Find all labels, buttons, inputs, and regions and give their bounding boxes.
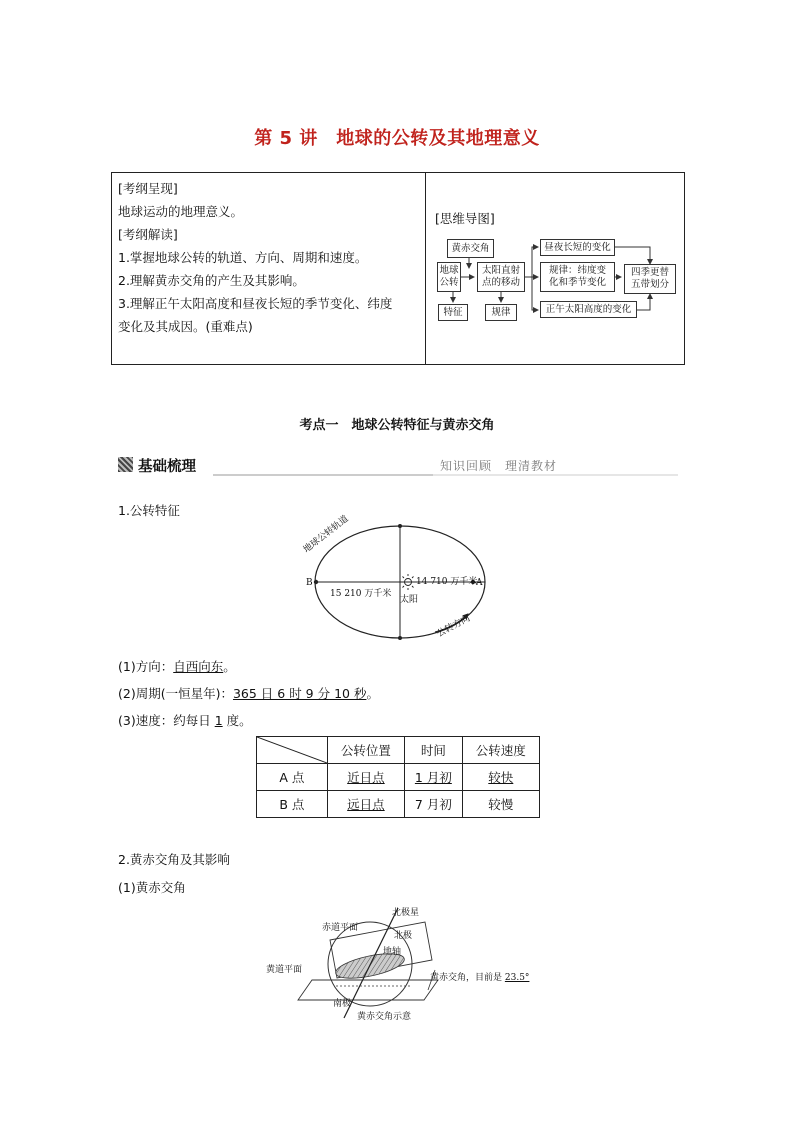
figure-caption: 黄赤交角示意 <box>357 1012 412 1022</box>
table-header: 公转位置 <box>327 737 404 764</box>
heading-huangchi: 2.黄赤交角及其影响 <box>118 852 230 867</box>
node-huangchi: 黄赤交角 <box>447 239 494 258</box>
table-cell: 7 月初 <box>405 791 463 818</box>
node-guilv-small: 规律 <box>485 304 517 321</box>
table-cell <box>462 764 539 791</box>
speed-line <box>118 711 252 729</box>
speed-suffix: 度。 <box>222 713 252 728</box>
chidao-label: 赤道平面 <box>322 923 359 933</box>
table-corner-cell <box>257 737 328 764</box>
jichu-title: 基础梳理 <box>138 459 196 475</box>
outline-box <box>111 172 685 365</box>
outline-line: 3.理解正午太阳高度和昼夜长短的季节变化、纬度 <box>118 296 393 311</box>
node-zhouye: 昼夜长短的变化 <box>540 239 615 256</box>
direction-suffix: 。 <box>223 659 236 674</box>
outline-line: 2.理解黄赤交角的产生及其影响。 <box>118 273 305 288</box>
distance-far: 15 210 万千米 <box>330 589 392 599</box>
page-title: 第 5 讲 地球的公转及其地理意义 <box>254 128 540 149</box>
jichu-bar <box>118 455 678 477</box>
angle-text: 黄赤交角，目前是 <box>430 973 505 983</box>
speed-table <box>256 736 540 818</box>
node-taiyang-zhishe: 太阳直射 点的移动 <box>477 262 525 292</box>
table-header: 时间 <box>405 737 463 764</box>
speed-value: 1 <box>214 713 223 728</box>
period-line <box>118 684 379 702</box>
table-row <box>257 791 540 818</box>
cell-value: 1 月初 <box>414 770 452 785</box>
angle-value: 23.5° <box>504 973 530 983</box>
point-b-label: B <box>306 578 313 588</box>
heading-gongzhuan: 1.公转特征 <box>118 503 180 518</box>
point-a-label: A <box>476 578 483 588</box>
outline-line: [考纲呈现] <box>118 181 178 196</box>
node-tezheng: 特征 <box>438 304 468 321</box>
table-cell <box>405 764 463 791</box>
cell-value: 较快 <box>488 770 514 785</box>
table-cell: A 点 <box>257 764 328 791</box>
node-zhengwu: 正午太阳高度的变化 <box>540 301 637 318</box>
table-header: 公转速度 <box>462 737 539 764</box>
beiji-label: 北极 <box>394 931 413 941</box>
section-title: 考点一 地球公转特征与黄赤交角 <box>299 418 495 433</box>
diagonal-line <box>257 737 327 763</box>
mindmap-label: [思维导图] <box>435 211 495 226</box>
table-row <box>257 764 540 791</box>
speed-prefix: (3)速度：约每日 <box>118 713 215 728</box>
table-cell: B 点 <box>257 791 328 818</box>
period-prefix: (2)周期(一恒星年)： <box>118 686 233 701</box>
sun-label: 太阳 <box>400 595 419 605</box>
huangdao-label: 黄道平面 <box>266 965 303 975</box>
cell-value: 近日点 <box>347 770 385 785</box>
table-header-row <box>257 737 540 764</box>
table-cell <box>327 791 404 818</box>
cell-value: 远日点 <box>347 797 385 812</box>
direction-label: 公转方向 <box>435 613 472 640</box>
direction-line <box>118 657 236 675</box>
angle-label <box>430 970 529 983</box>
jichu-subtitle: 知识回顾 理清教材 <box>440 459 558 473</box>
direction-prefix: (1)方向： <box>118 659 174 674</box>
table-cell: 较慢 <box>462 791 539 818</box>
table-cell <box>327 764 404 791</box>
outline-line: 变化及其成因。(重难点) <box>118 319 253 334</box>
nanji-label: 南极 <box>333 999 352 1009</box>
distance-near: 14 710 万千米 <box>416 577 478 587</box>
node-guilv: 规律：纬度变 化和季节变化 <box>540 262 615 292</box>
subheading-huangchi: (1)黄赤交角 <box>118 880 186 895</box>
orbit-label: 地球公转轨道 <box>301 514 351 556</box>
north-star-label: 北极星 <box>392 908 420 918</box>
node-siji: 四季更替 五带划分 <box>624 264 676 294</box>
outline-line: [考纲解读] <box>118 227 178 242</box>
direction-value: 自西向东 <box>173 659 224 674</box>
outline-line: 1.掌握地球公转的轨道、方向、周期和速度。 <box>118 250 368 265</box>
period-suffix: 。 <box>366 686 379 701</box>
node-diqiu-gongzhuan: 地球 公转 <box>437 262 461 292</box>
jichu-rule <box>118 455 678 477</box>
period-value: 365 日 6 时 9 分 10 秒 <box>232 686 367 701</box>
outline-line: 地球运动的地理意义。 <box>118 204 244 219</box>
diqiu-axis-label: 地轴 <box>383 947 402 957</box>
